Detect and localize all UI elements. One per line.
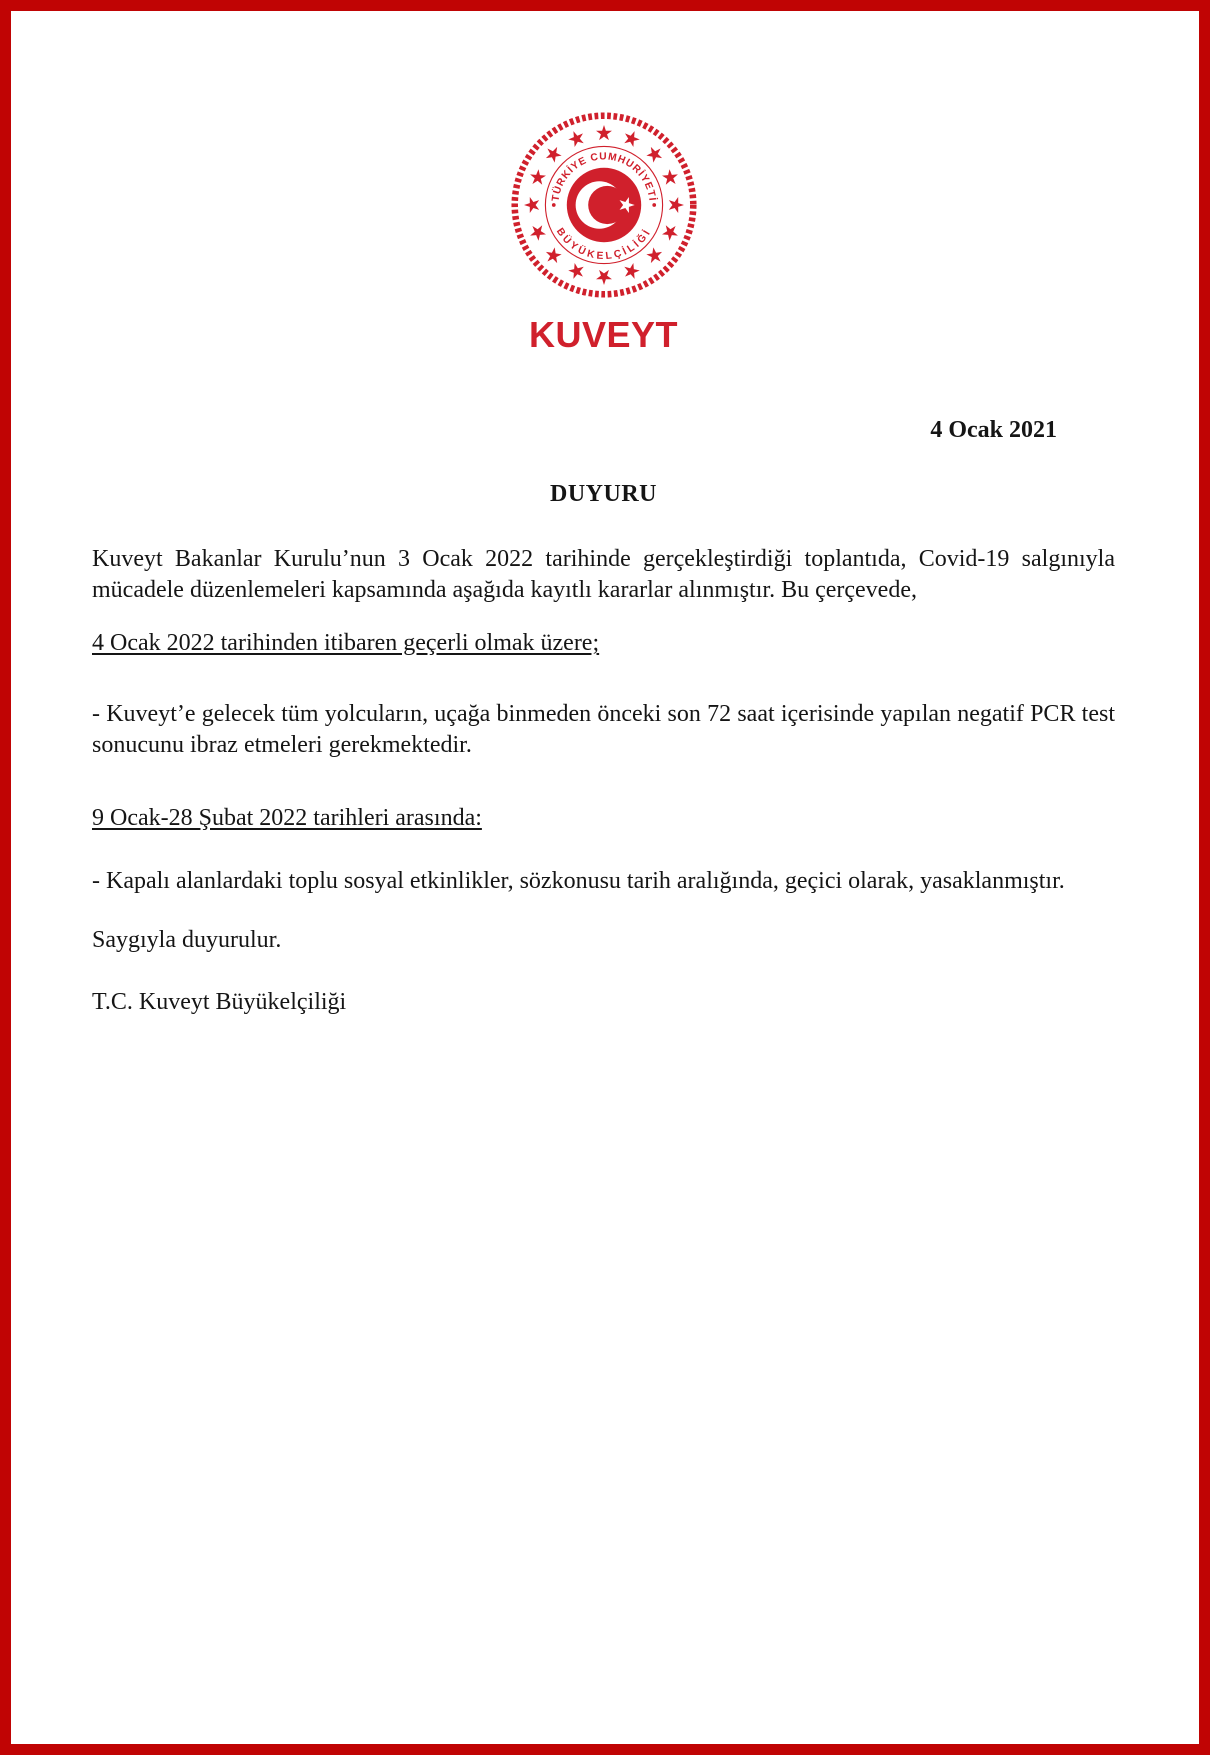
section-heading-date-range: 9 Ocak-28 Şubat 2022 tarihleri arasında: — [92, 805, 482, 831]
separator-dot-right — [652, 203, 656, 207]
document-date: 4 Ocak 2021 — [930, 417, 1057, 443]
embassy-emblem — [92, 112, 1115, 298]
emblem-top-text: TÜRKİYE CUMHURİYETİ — [549, 151, 657, 203]
rule-indoor-events: - Kapalı alanlardaki toplu sosyal etkinlikler, sözkonusu tarih aralığında, geçici olarak, yasaklanmıştır. — [92, 868, 1065, 894]
document-title: DUYURU — [550, 481, 657, 507]
rule-pcr-test: - Kuveyt’e gelecek tüm yolcuların, uçağa binmeden önceki son 72 saat içerisinde yapılan negatif PCR test sonucunu ibraz etmeleri gerekmektedir. — [92, 701, 1115, 758]
embassy-emblem-icon — [511, 112, 697, 298]
signature-line: T.C. Kuveyt Büyükelçiliği — [92, 989, 347, 1015]
post-name: KUVEYT — [528, 314, 679, 355]
separator-dot-left — [551, 203, 555, 207]
emblem-bottom-text: BÜYÜKELÇİLİĞİ — [553, 226, 654, 263]
section-heading-effective-date: 4 Ocak 2022 tarihinden itibaren geçerli olmak üzere; — [92, 630, 600, 656]
crescent-and-star-icon — [566, 168, 640, 242]
closing-line: Saygıyla duyurulur. — [92, 927, 282, 953]
page-content — [11, 112, 1199, 1018]
intro-paragraph: Kuveyt Bakanlar Kurulu’nun 3 Ocak 2022 tarihinde gerçekleştirdiği toplantıda, Covid-19 salgınıyla mücadele düzenlemeleri kapsamında aşağıda kayıtlı kararlar alınmıştır. Bu çerçevede, — [92, 546, 1115, 603]
